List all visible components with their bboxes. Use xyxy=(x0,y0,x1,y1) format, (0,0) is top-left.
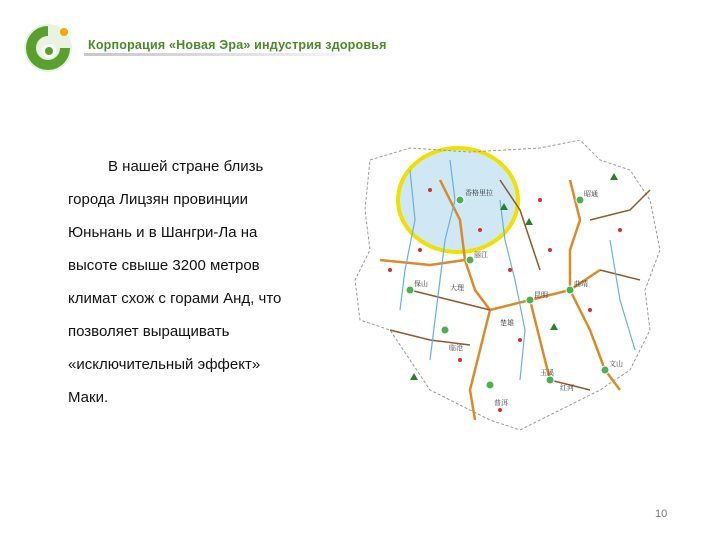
text-line: «исключительный эффект» xyxy=(68,356,261,373)
map-label: 普洱 xyxy=(494,399,508,407)
text-line: Маки. xyxy=(68,389,109,406)
map-label: 保山 xyxy=(414,280,428,288)
map-label: 昭通 xyxy=(584,190,598,198)
yunnan-road-map xyxy=(350,140,670,440)
map-label: 文山 xyxy=(609,360,623,368)
map-label: 昆明 xyxy=(534,291,548,299)
text-line: позволяет выращивать xyxy=(68,323,230,340)
text-line: высоте свыше 3200 метров xyxy=(68,257,260,274)
map-label: 曲靖 xyxy=(574,280,588,288)
company-logo xyxy=(22,22,74,74)
map-label: 楚雄 xyxy=(500,319,514,327)
header-divider xyxy=(84,53,374,56)
map-label: 丽江 xyxy=(474,251,488,259)
page-header-title: Корпорация «Новая Эра» индустрия здоровья xyxy=(88,38,387,52)
map-label: 香格里拉 xyxy=(465,189,493,197)
map-label: 大理 xyxy=(450,284,464,292)
text-line: города Лицзян провинции xyxy=(68,191,248,208)
map-label: 玉溪 xyxy=(540,369,554,377)
text-line: Юньнань и в Шангри-Ла на xyxy=(68,224,258,241)
body-paragraph xyxy=(68,150,343,414)
text-line: В нашей стране близь xyxy=(108,158,264,175)
map-label: 临沧 xyxy=(449,344,463,352)
map-label: 红河 xyxy=(560,384,574,392)
text-line: климат схож с горами Анд, что xyxy=(68,290,282,307)
page-number: 10 xyxy=(655,508,668,520)
